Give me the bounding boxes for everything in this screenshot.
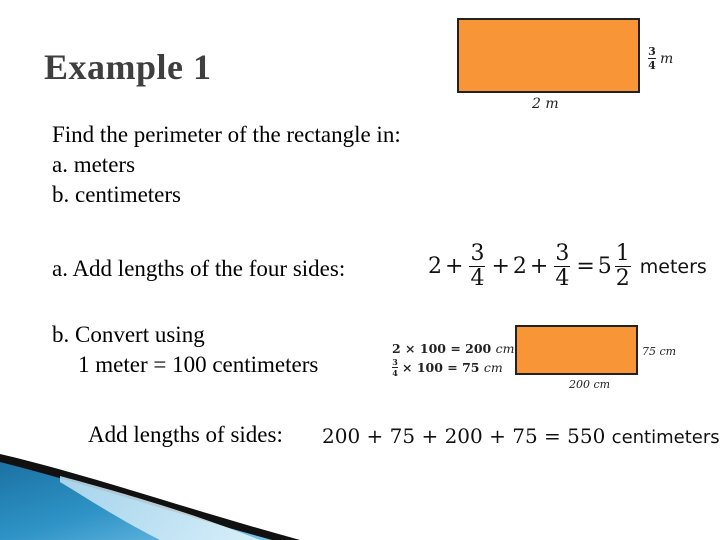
eq-equals: =	[576, 254, 595, 279]
sides-label: Add lengths of sides:	[88, 422, 283, 447]
part-a-label: a. Add lengths of the four sides:	[52, 256, 346, 281]
conversion-1-expr: 2 × 100 = 200	[392, 341, 492, 356]
rectangle-cm-width-label: 200 cm	[569, 378, 611, 391]
rectangle-height-label	[648, 46, 673, 71]
conversion-2-fraction	[392, 358, 398, 377]
eq-fraction-2	[554, 242, 570, 291]
part-b-text	[52, 320, 318, 380]
problem-line-2: a. meters	[52, 152, 136, 177]
problem-line-3: b. centimeters	[52, 182, 182, 207]
height-unit: m	[660, 50, 674, 67]
eq-unit: meters	[639, 255, 707, 278]
frac2-den: 4	[555, 266, 570, 291]
sides-equation-expr: 200 + 75 + 200 + 75 = 550	[322, 424, 606, 448]
frac1-den: 4	[470, 266, 485, 291]
part-b-line-2: 1 meter = 100 centimeters	[78, 352, 319, 377]
frac3-num: 1	[615, 241, 630, 266]
sides-equation	[322, 424, 720, 448]
frac2-num: 3	[555, 241, 570, 266]
conversion-2-numerator: 3	[392, 357, 398, 367]
conversion-line-1	[392, 340, 514, 358]
eq-fraction-3	[615, 242, 631, 291]
rectangle-width-label: 2 m	[532, 96, 559, 112]
rectangle-cm-height-label: 75 cm	[642, 345, 677, 358]
decorative-corner-swoosh	[0, 450, 300, 540]
conversion-2-unit: cm	[483, 359, 503, 375]
eq-term-1: 2	[428, 254, 442, 279]
part-a-equation	[428, 242, 707, 291]
page-title: Example 1	[44, 47, 212, 87]
height-denominator: 4	[648, 59, 656, 72]
problem-line-1: Find the perimeter of the rectangle in:	[52, 122, 401, 147]
frac1-num: 3	[470, 241, 485, 266]
rectangle-centimeters	[515, 325, 638, 375]
rectangle-meters	[457, 18, 640, 93]
conversion-2-denominator: 4	[392, 368, 398, 378]
height-numerator: 3	[648, 45, 656, 58]
problem-text	[52, 120, 401, 210]
height-fraction	[648, 46, 656, 71]
conversion-line-2	[392, 358, 514, 377]
eq-plus-1: +	[445, 254, 464, 279]
frac3-den: 2	[615, 266, 630, 291]
eq-plus-2: +	[491, 254, 510, 279]
part-b-line-1: b. Convert using	[52, 322, 205, 347]
eq-whole: 5	[597, 254, 612, 279]
conversion-block	[392, 340, 514, 377]
conversion-2-expr: × 100 = 75	[402, 359, 480, 375]
eq-fraction-1	[469, 242, 485, 291]
sides-equation-unit: centimeters	[611, 427, 720, 448]
eq-term-2: 2	[512, 254, 527, 279]
eq-plus-3: +	[529, 254, 549, 279]
conversion-1-unit: cm	[495, 341, 515, 356]
